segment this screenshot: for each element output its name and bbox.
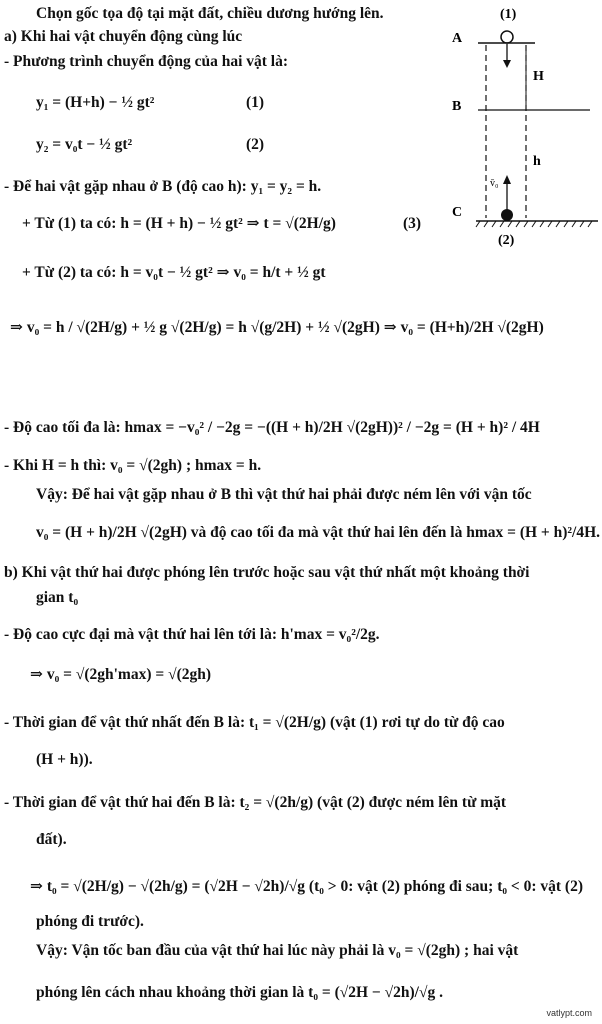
figure-label-bottom: (2): [498, 233, 515, 248]
intro-line: Chọn gốc tọa độ tại mặt đất, chiều dương hướng lên.: [36, 5, 384, 22]
label-small-h: h: [533, 154, 541, 169]
time-t1-cont: (H + h)).: [36, 751, 93, 768]
step-from-1: + Từ (1) ta có: h = (H + h) − ½ gt² ⇒ t = √(2H/g): [22, 215, 336, 232]
t0-result-cont: phóng đi trước).: [36, 913, 144, 930]
ball-2-icon: [501, 209, 513, 221]
case-equal: - Khi H = h thì: v₀ = √(2gh) ; hmax = h.: [4, 457, 262, 474]
equation-2: y₂ = v₀t − ½ gt²: [36, 136, 133, 153]
figure-label-top: (1): [500, 7, 517, 22]
section-b-heading-cont: gian t₀: [36, 589, 79, 606]
equation-1-number: (1): [246, 94, 265, 111]
ball-1-icon: [501, 31, 513, 43]
label-big-h: H: [533, 69, 544, 84]
equation-3-number: (3): [403, 215, 422, 232]
equations-intro: - Phương trình chuyển động của hai vật là:: [4, 53, 289, 70]
equation-2-number: (2): [246, 136, 265, 153]
step-from-2: + Từ (2) ta có: h = v₀t − ½ gt² ⇒ v₀ = h/t + ½ gt: [22, 264, 326, 281]
arrow-up-icon: [503, 175, 511, 184]
max-height: - Độ cao tối đa là: hmax = −v₀² / −2g = −((H + h)/2H √(2gH))² / −2g = (H + h)² / 4H: [4, 419, 540, 436]
label-b: B: [452, 99, 462, 114]
motion-diagram: [440, 0, 602, 250]
equation-1: y₁ = (H+h) − ½ gt²: [36, 94, 155, 111]
v0-b: ⇒ v₀ = √(2gh'max) = √(2gh): [30, 666, 212, 683]
time-t2-cont: đất).: [36, 831, 67, 848]
t0-result: ⇒ t₀ = √(2H/g) − √(2h/g) = (√2H − √2h)/√g (t₀ > 0: vật (2) phóng đi sau; t₀ < 0: vật (2): [30, 878, 583, 895]
meet-condition: - Để hai vật gặp nhau ở B (độ cao h): y₁ = y₂ = h.: [4, 178, 322, 195]
time-t1: - Thời gian để vật thứ nhất đến B là: t₁ = √(2H/g) (vật (1) rơi tự do từ độ cao: [4, 714, 505, 731]
label-c: C: [452, 205, 463, 220]
v0-derivation: ⇒ v₀ = h / √(2H/g) + ½ g √(2H/g) = h √(g/2H) + ½ √(2gH) ⇒ v₀ = (H+h)/2H √(2gH): [10, 319, 544, 336]
watermark: vatlypt.com: [546, 1008, 592, 1018]
section-b-heading: b) Khi vật thứ hai được phóng lên trước hoặc sau vật thứ nhất một khoảng thời: [4, 564, 530, 581]
max-height-b: - Độ cao cực đại mà vật thứ hai lên tới là: h'max = v₀²/2g.: [4, 626, 380, 643]
conclusion-b-1: Vậy: Vận tốc ban đầu của vật thứ hai lúc này phải là v₀ = √(2gh) ; hai vật: [36, 942, 519, 959]
label-a: A: [452, 31, 463, 46]
label-v0: v̄₀: [490, 178, 499, 189]
conclusion-a-2: v₀ = (H + h)/2H √(2gH) và độ cao tối đa mà vật thứ hai lên đến là hmax = (H + h)²/4H.: [36, 524, 601, 541]
arrow-down-icon: [503, 60, 511, 68]
time-t2: - Thời gian để vật thứ hai đến B là: t₂ = √(2h/g) (vật (2) được ném lên từ mặt: [4, 794, 507, 811]
conclusion-a-1: Vậy: Để hai vật gặp nhau ở B thì vật thứ hai phải được ném lên với vận tốc: [36, 486, 532, 503]
conclusion-b-2: phóng lên cách nhau khoảng thời gian là t₀ = (√2H − √2h)/√g .: [36, 984, 443, 1001]
section-a-heading: a) Khi hai vật chuyển động cùng lúc: [4, 28, 243, 45]
